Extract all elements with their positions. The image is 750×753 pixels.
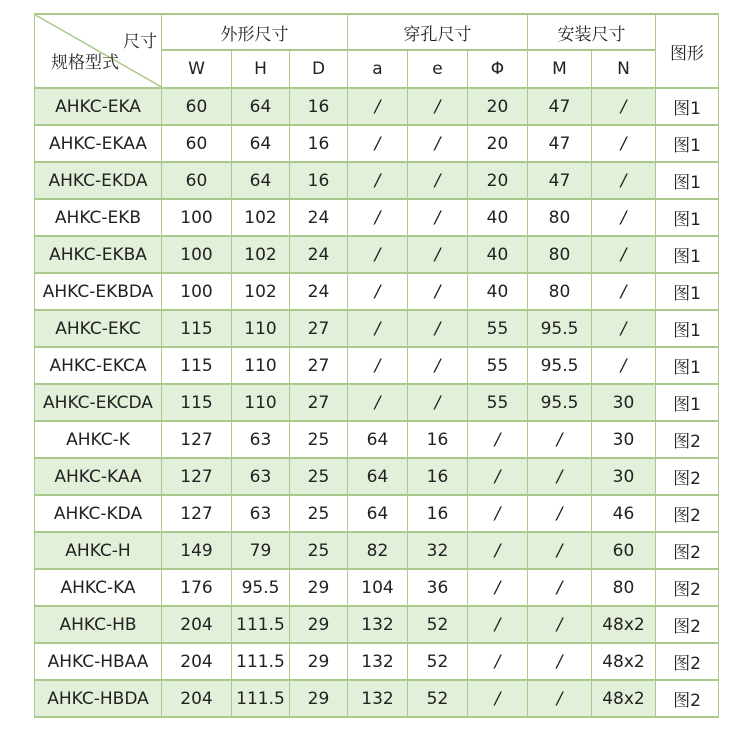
table-row <box>35 273 719 310</box>
cell-h: 102 <box>232 199 290 236</box>
cell-d: 29 <box>290 643 348 680</box>
cell-h: 111.5 <box>232 680 290 717</box>
cell-model: AHKC-HBAA <box>35 643 162 680</box>
cell-a: / <box>348 273 408 310</box>
cell-e: 36 <box>408 569 468 606</box>
cell-a: 104 <box>348 569 408 606</box>
cell-d: 29 <box>290 680 348 717</box>
cell-h: 64 <box>232 88 290 125</box>
cell-model: AHKC-EKAA <box>35 125 162 162</box>
cell-model: AHKC-KA <box>35 569 162 606</box>
cell-e: 52 <box>408 680 468 717</box>
cell-w: 100 <box>162 273 232 310</box>
cell-d: 25 <box>290 495 348 532</box>
cell-e: / <box>408 310 468 347</box>
cell-fig: 图2 <box>656 606 719 643</box>
cell-n: 30 <box>592 384 656 421</box>
cell-phi: 40 <box>468 273 528 310</box>
cell-w: 204 <box>162 606 232 643</box>
cell-e: / <box>408 88 468 125</box>
cell-m: / <box>528 532 592 569</box>
cell-a: 82 <box>348 532 408 569</box>
col-header-h: H <box>232 50 290 88</box>
cell-a: / <box>348 347 408 384</box>
corner-header-cell <box>35 14 162 88</box>
cell-phi: / <box>468 606 528 643</box>
cell-h: 110 <box>232 310 290 347</box>
cell-e: / <box>408 347 468 384</box>
cell-fig: 图2 <box>656 643 719 680</box>
cell-n: / <box>592 125 656 162</box>
col-header-e: e <box>408 50 468 88</box>
cell-n: / <box>592 162 656 199</box>
cell-w: 204 <box>162 680 232 717</box>
cell-a: 64 <box>348 421 408 458</box>
cell-n: 60 <box>592 532 656 569</box>
col-header-w: W <box>162 50 232 88</box>
cell-phi: 20 <box>468 162 528 199</box>
cell-phi: 55 <box>468 384 528 421</box>
cell-n: 48x2 <box>592 606 656 643</box>
cell-phi: / <box>468 532 528 569</box>
cell-n: / <box>592 310 656 347</box>
cell-m: / <box>528 643 592 680</box>
cell-model: AHKC-EKCA <box>35 347 162 384</box>
figure-header: 图形 <box>656 14 719 88</box>
cell-e: / <box>408 236 468 273</box>
cell-e: 52 <box>408 643 468 680</box>
cell-fig: 图1 <box>656 310 719 347</box>
cell-e: / <box>408 273 468 310</box>
cell-model: AHKC-HBDA <box>35 680 162 717</box>
table-row <box>35 347 719 384</box>
cell-d: 16 <box>290 88 348 125</box>
cell-w: 176 <box>162 569 232 606</box>
cell-d: 24 <box>290 236 348 273</box>
cell-m: 47 <box>528 125 592 162</box>
cell-m: 47 <box>528 88 592 125</box>
cell-a: / <box>348 125 408 162</box>
cell-a: / <box>348 199 408 236</box>
cell-e: / <box>408 384 468 421</box>
cell-d: 29 <box>290 606 348 643</box>
cell-d: 27 <box>290 347 348 384</box>
cell-h: 111.5 <box>232 606 290 643</box>
cell-e: 52 <box>408 606 468 643</box>
cell-fig: 图2 <box>656 532 719 569</box>
cell-phi: 40 <box>468 236 528 273</box>
cell-h: 63 <box>232 495 290 532</box>
cell-w: 204 <box>162 643 232 680</box>
table-row <box>35 88 719 125</box>
table-row <box>35 384 719 421</box>
cell-e: 32 <box>408 532 468 569</box>
cell-h: 95.5 <box>232 569 290 606</box>
cell-h: 63 <box>232 458 290 495</box>
cell-fig: 图2 <box>656 495 719 532</box>
cell-w: 100 <box>162 199 232 236</box>
cell-model: AHKC-K <box>35 421 162 458</box>
cell-h: 111.5 <box>232 643 290 680</box>
table-row <box>35 643 719 680</box>
cell-n: / <box>592 347 656 384</box>
table-row <box>35 125 719 162</box>
cell-e: / <box>408 199 468 236</box>
cell-model: AHKC-H <box>35 532 162 569</box>
cell-fig: 图1 <box>656 273 719 310</box>
table-row <box>35 458 719 495</box>
cell-n: / <box>592 236 656 273</box>
cell-a: 132 <box>348 680 408 717</box>
cell-model: AHKC-HB <box>35 606 162 643</box>
cell-e: 16 <box>408 495 468 532</box>
cell-m: / <box>528 495 592 532</box>
cell-w: 127 <box>162 495 232 532</box>
col-header-phi: Φ <box>468 50 528 88</box>
cell-w: 115 <box>162 384 232 421</box>
cell-w: 127 <box>162 421 232 458</box>
cell-phi: / <box>468 495 528 532</box>
cell-h: 110 <box>232 347 290 384</box>
hole-size-header: 穿孔尺寸 <box>348 14 528 50</box>
cell-fig: 图1 <box>656 125 719 162</box>
cell-h: 110 <box>232 384 290 421</box>
cell-d: 16 <box>290 162 348 199</box>
cell-phi: / <box>468 643 528 680</box>
cell-a: 132 <box>348 643 408 680</box>
cell-h: 64 <box>232 125 290 162</box>
table-row <box>35 236 719 273</box>
cell-w: 60 <box>162 162 232 199</box>
table-row <box>35 495 719 532</box>
cell-model: AHKC-KDA <box>35 495 162 532</box>
cell-w: 115 <box>162 347 232 384</box>
cell-phi: / <box>468 569 528 606</box>
table-body <box>35 88 719 717</box>
cell-n: 30 <box>592 458 656 495</box>
cell-d: 24 <box>290 199 348 236</box>
cell-fig: 图1 <box>656 199 719 236</box>
cell-fig: 图2 <box>656 458 719 495</box>
cell-m: / <box>528 606 592 643</box>
col-header-m: M <box>528 50 592 88</box>
cell-m: 95.5 <box>528 347 592 384</box>
cell-m: 95.5 <box>528 384 592 421</box>
cell-model: AHKC-EKBA <box>35 236 162 273</box>
cell-fig: 图1 <box>656 384 719 421</box>
cell-m: 80 <box>528 199 592 236</box>
cell-m: / <box>528 569 592 606</box>
cell-model: AHKC-EKC <box>35 310 162 347</box>
cell-d: 27 <box>290 310 348 347</box>
cell-h: 102 <box>232 273 290 310</box>
cell-model: AHKC-EKBDA <box>35 273 162 310</box>
cell-model: AHKC-EKA <box>35 88 162 125</box>
cell-a: / <box>348 310 408 347</box>
cell-phi: 20 <box>468 125 528 162</box>
table-row <box>35 162 719 199</box>
cell-a: / <box>348 88 408 125</box>
cell-phi: 40 <box>468 199 528 236</box>
cell-m: 95.5 <box>528 310 592 347</box>
cell-m: 80 <box>528 273 592 310</box>
cell-e: 16 <box>408 458 468 495</box>
cell-n: 80 <box>592 569 656 606</box>
cell-m: / <box>528 421 592 458</box>
corner-size-label: 尺寸 <box>123 32 157 52</box>
col-header-d: D <box>290 50 348 88</box>
cell-phi: 55 <box>468 347 528 384</box>
cell-phi: / <box>468 458 528 495</box>
cell-d: 24 <box>290 273 348 310</box>
table-row <box>35 680 719 717</box>
cell-a: / <box>348 236 408 273</box>
cell-a: 64 <box>348 458 408 495</box>
cell-fig: 图1 <box>656 162 719 199</box>
cell-w: 149 <box>162 532 232 569</box>
cell-n: 48x2 <box>592 643 656 680</box>
table-row <box>35 421 719 458</box>
cell-d: 16 <box>290 125 348 162</box>
cell-d: 29 <box>290 569 348 606</box>
cell-e: 16 <box>408 421 468 458</box>
install-size-header: 安装尺寸 <box>528 14 656 50</box>
cell-fig: 图2 <box>656 680 719 717</box>
cell-h: 64 <box>232 162 290 199</box>
cell-n: / <box>592 273 656 310</box>
cell-d: 25 <box>290 421 348 458</box>
cell-a: / <box>348 162 408 199</box>
col-header-a: a <box>348 50 408 88</box>
cell-m: / <box>528 458 592 495</box>
cell-w: 100 <box>162 236 232 273</box>
cell-n: 46 <box>592 495 656 532</box>
cell-n: / <box>592 88 656 125</box>
table-header <box>35 14 719 88</box>
cell-a: 64 <box>348 495 408 532</box>
cell-d: 25 <box>290 458 348 495</box>
cell-a: 132 <box>348 606 408 643</box>
cell-fig: 图1 <box>656 88 719 125</box>
cell-w: 60 <box>162 88 232 125</box>
cell-m: 47 <box>528 162 592 199</box>
table-row <box>35 569 719 606</box>
cell-h: 63 <box>232 421 290 458</box>
cell-phi: / <box>468 680 528 717</box>
cell-fig: 图1 <box>656 236 719 273</box>
cell-h: 79 <box>232 532 290 569</box>
cell-model: AHKC-EKCDA <box>35 384 162 421</box>
cell-w: 115 <box>162 310 232 347</box>
outer-size-header: 外形尺寸 <box>162 14 348 50</box>
cell-n: / <box>592 199 656 236</box>
cell-e: / <box>408 125 468 162</box>
table-row <box>35 199 719 236</box>
cell-fig: 图2 <box>656 569 719 606</box>
spec-table-container <box>34 13 718 718</box>
cell-e: / <box>408 162 468 199</box>
cell-d: 25 <box>290 532 348 569</box>
cell-a: / <box>348 384 408 421</box>
spec-table <box>34 13 719 718</box>
cell-phi: 55 <box>468 310 528 347</box>
cell-d: 27 <box>290 384 348 421</box>
table-row <box>35 606 719 643</box>
table-row <box>35 532 719 569</box>
cell-fig: 图2 <box>656 421 719 458</box>
col-header-n: N <box>592 50 656 88</box>
corner-model-label: 规格型式 <box>51 53 119 73</box>
cell-phi: 20 <box>468 88 528 125</box>
cell-w: 60 <box>162 125 232 162</box>
table-row <box>35 310 719 347</box>
cell-h: 102 <box>232 236 290 273</box>
cell-model: AHKC-EKDA <box>35 162 162 199</box>
cell-n: 30 <box>592 421 656 458</box>
cell-w: 127 <box>162 458 232 495</box>
cell-phi: / <box>468 421 528 458</box>
cell-model: AHKC-EKB <box>35 199 162 236</box>
cell-model: AHKC-KAA <box>35 458 162 495</box>
cell-m: / <box>528 680 592 717</box>
cell-n: 48x2 <box>592 680 656 717</box>
cell-m: 80 <box>528 236 592 273</box>
cell-fig: 图1 <box>656 347 719 384</box>
